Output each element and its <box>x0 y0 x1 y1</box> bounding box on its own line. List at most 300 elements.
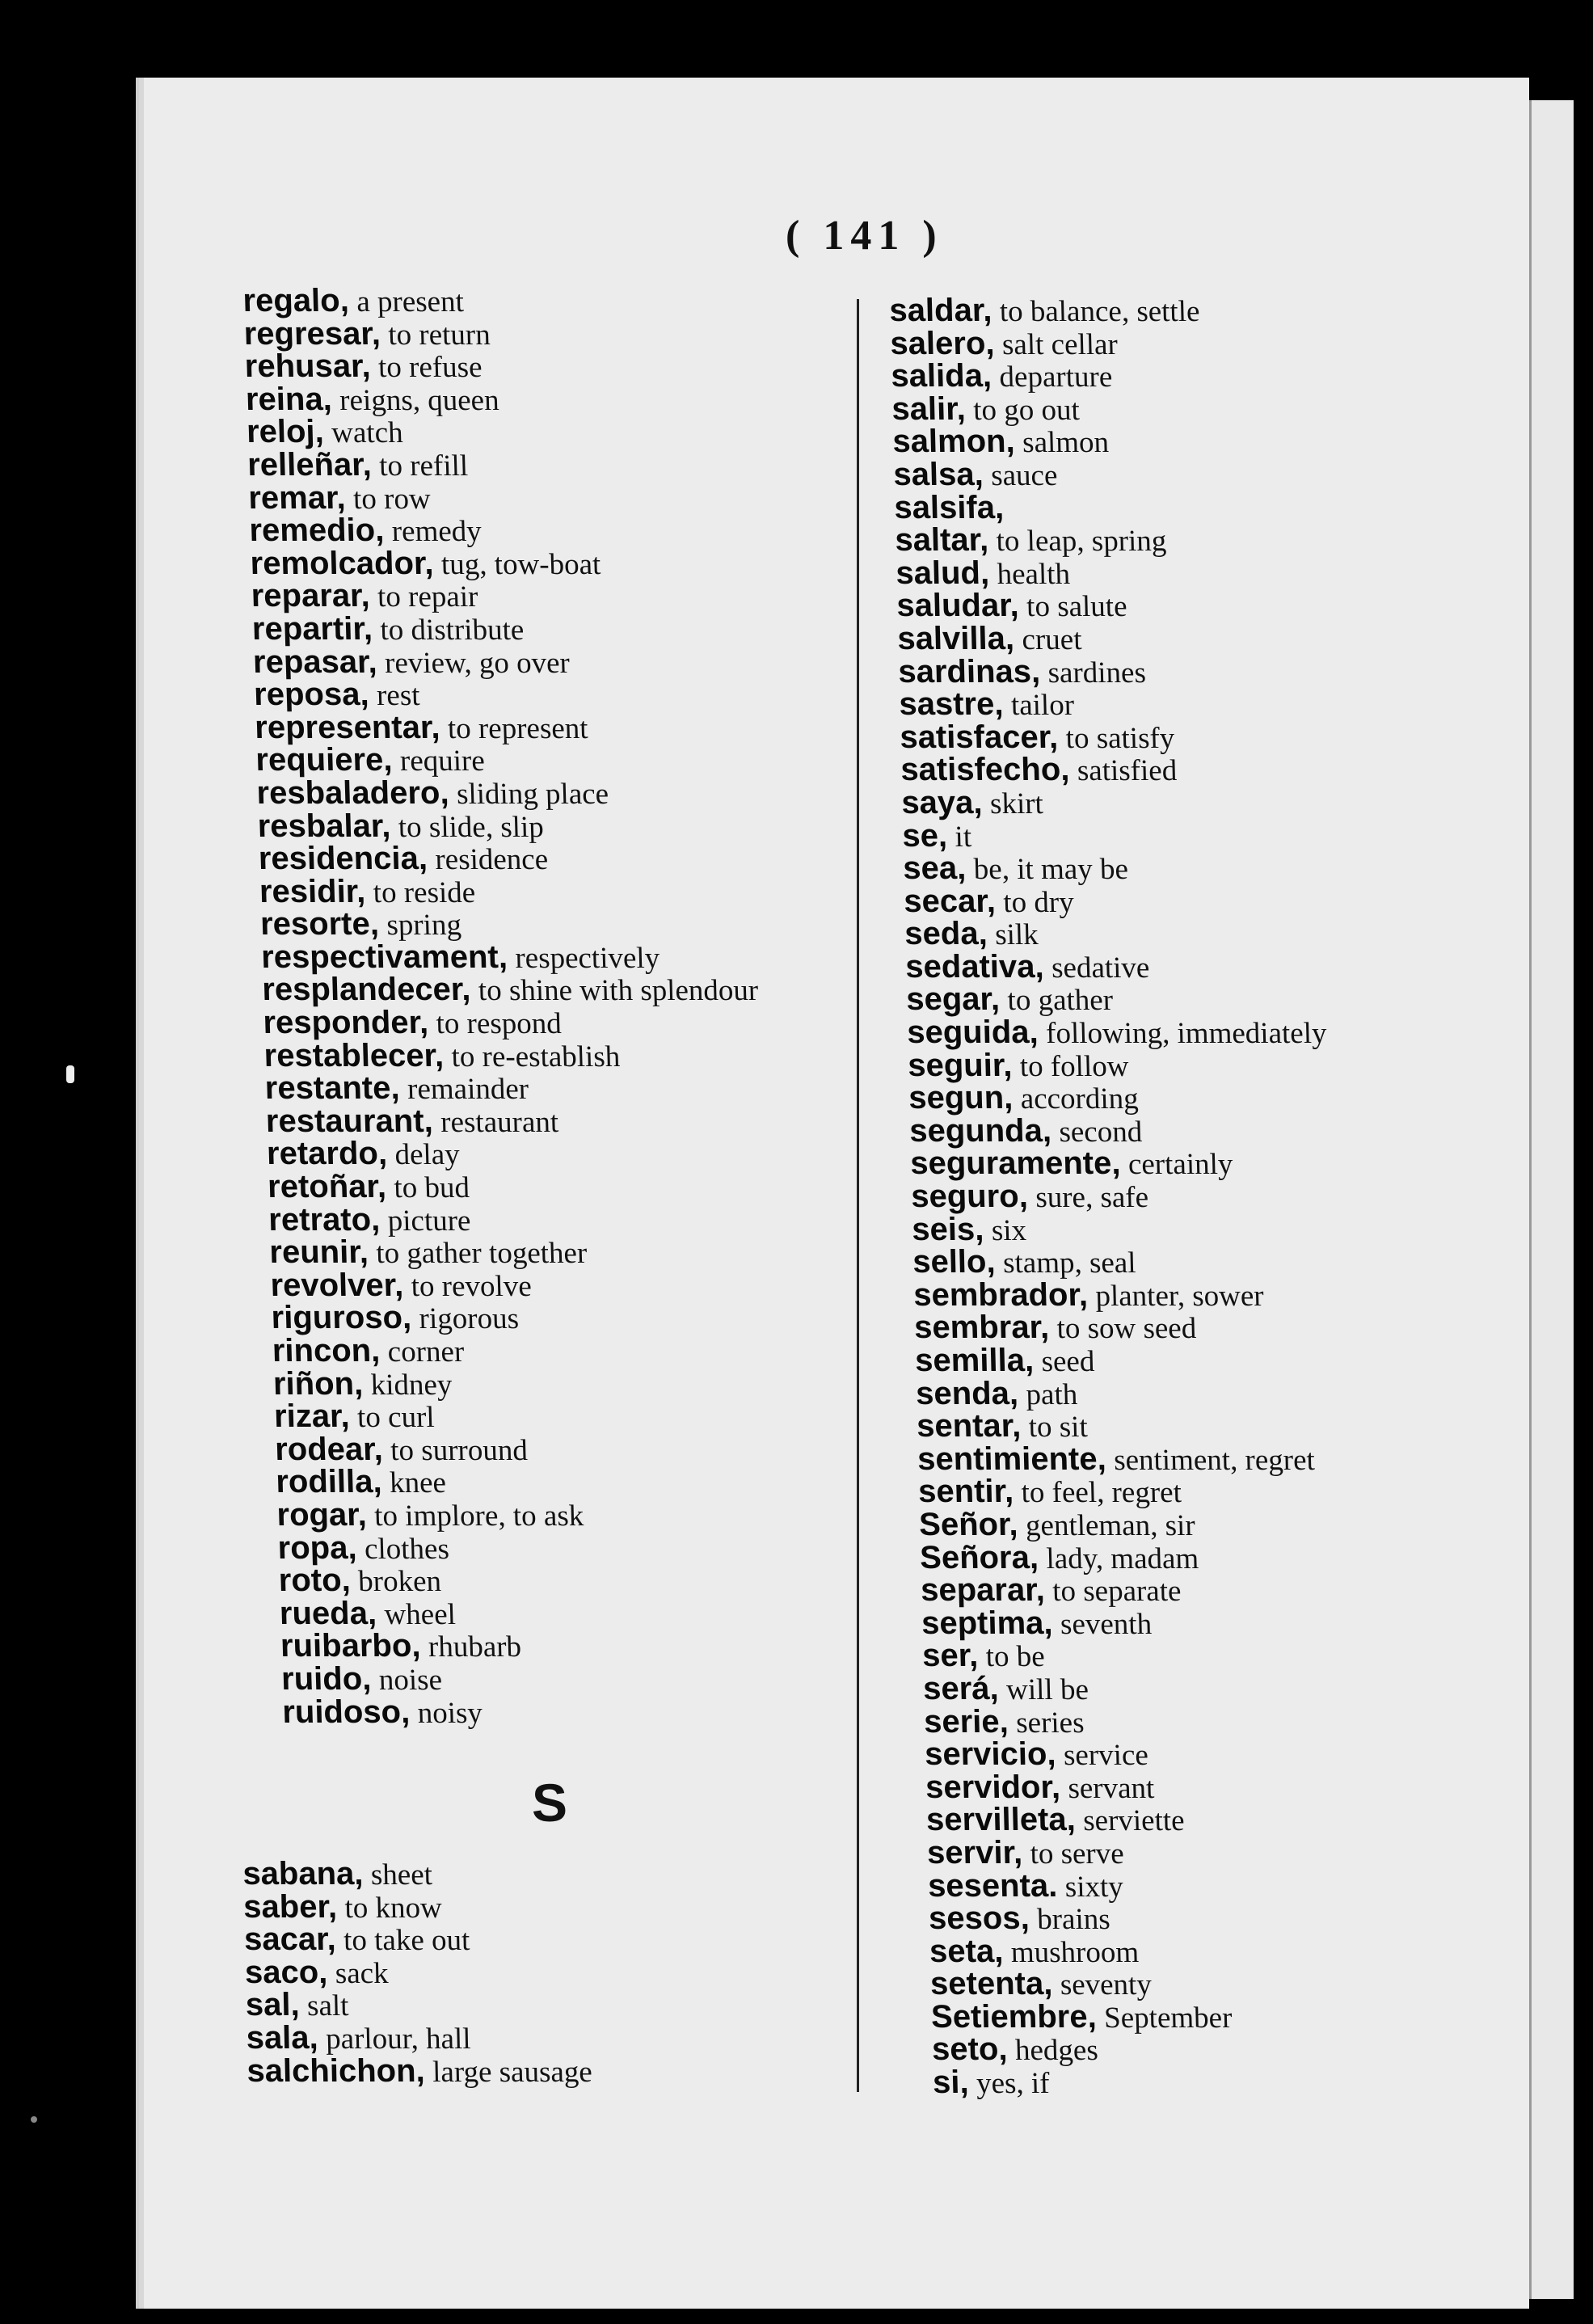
dictionary-entry <box>270 1269 767 1302</box>
definition: to return <box>387 318 491 352</box>
headword: residir, <box>259 873 366 909</box>
definition: to gather together <box>375 1237 588 1271</box>
headword: saber, <box>242 1888 338 1925</box>
definition: sixty <box>1064 1870 1124 1904</box>
dictionary-entry <box>263 1006 760 1040</box>
definition: kidney <box>370 1368 453 1402</box>
headword: saco, <box>244 1954 328 1990</box>
dictionary-entry <box>921 1574 1341 1607</box>
definition: to refill <box>378 449 469 483</box>
definition: mushroom <box>1010 1935 1140 1969</box>
dictionary-entry <box>917 1410 1337 1443</box>
dictionary-entry <box>242 285 740 318</box>
dictionary-entry <box>915 1344 1335 1377</box>
headword: revolver, <box>269 1267 404 1303</box>
dictionary-entry <box>911 1180 1331 1213</box>
definition: to revolve <box>411 1269 533 1303</box>
dictionary-entry <box>912 1276 1334 1313</box>
definition: certainly <box>1127 1148 1233 1182</box>
definition: health <box>997 557 1071 591</box>
headword: salir, <box>891 390 967 427</box>
dictionary-entry <box>255 744 752 777</box>
definition: to reside <box>373 875 476 909</box>
headword: restaurant, <box>265 1103 434 1139</box>
definition: to refuse <box>377 351 483 385</box>
headword: rehusar, <box>244 348 372 385</box>
dictionary-entry <box>906 983 1326 1016</box>
headword: reina, <box>245 381 333 417</box>
definition: require <box>399 744 486 778</box>
definition: to leap, spring <box>996 525 1167 559</box>
dictionary-entry <box>264 1072 761 1105</box>
dictionary-entry <box>897 653 1318 690</box>
headword: repartir, <box>251 610 373 647</box>
dictionary-entry <box>897 622 1317 656</box>
definition: service <box>1063 1739 1149 1773</box>
headword: saldar, <box>888 293 992 328</box>
headword: responder, <box>262 1005 429 1041</box>
dictionary-entry <box>255 774 753 811</box>
dictionary-entry <box>249 514 746 547</box>
dictionary-entry <box>933 2066 1353 2099</box>
definition: delay <box>394 1138 461 1172</box>
dictionary-entry <box>919 1508 1339 1542</box>
headword: sabana, <box>242 1856 364 1892</box>
scan-speck <box>66 1065 74 1083</box>
headword: rincon, <box>272 1333 381 1369</box>
dictionary-entry <box>921 1607 1342 1640</box>
definition: to distribute <box>379 613 525 647</box>
definition: salt cellar <box>1001 327 1119 361</box>
definition: sliding place <box>456 777 609 811</box>
scan-dot <box>31 2116 37 2123</box>
dictionary-entry <box>894 491 1314 525</box>
headword: salero, <box>889 325 995 361</box>
definition: gentleman, sir <box>1025 1508 1196 1542</box>
dictionary-entry <box>930 1998 1351 2035</box>
definition: to follow <box>1019 1049 1129 1083</box>
dictionary-entry <box>254 678 751 711</box>
headword: sesos, <box>928 1900 1030 1937</box>
headword: sacar, <box>243 1921 337 1958</box>
headword: será, <box>922 1670 1000 1706</box>
headword: sardinas, <box>897 653 1041 690</box>
headword: satisfecho, <box>900 752 1070 788</box>
dictionary-entry <box>900 753 1321 787</box>
definition: to respond <box>435 1007 563 1041</box>
definition: planter, sower <box>1094 1279 1265 1313</box>
dictionary-entry <box>265 1105 762 1138</box>
dictionary-entry <box>244 350 741 383</box>
definition: noisy <box>417 1696 483 1730</box>
definition: wheel <box>383 1597 457 1631</box>
headword: sastre, <box>898 686 1004 723</box>
definition: to be <box>985 1640 1046 1674</box>
dictionary-entry <box>926 1834 1347 1871</box>
headword: reposa, <box>253 677 370 713</box>
dictionary-entry <box>276 1466 773 1499</box>
definition: to represent <box>447 711 589 745</box>
definition: tug, tow-boat <box>440 547 601 581</box>
headword: ropa, <box>277 1529 358 1566</box>
dictionary-entry <box>893 458 1313 491</box>
dictionary-entry <box>900 721 1320 754</box>
definition: stamp, seal <box>1002 1246 1136 1280</box>
definition: to satisfy <box>1065 721 1175 755</box>
definition: restaurant <box>440 1105 559 1139</box>
dictionary-entry <box>257 810 754 843</box>
headword: sea, <box>902 850 967 887</box>
definition: a present <box>356 285 465 318</box>
dictionary-entry <box>899 688 1319 721</box>
definition: to implore, to ask <box>373 1499 584 1533</box>
definition: to bud <box>393 1171 470 1205</box>
definition: to surround <box>390 1433 529 1467</box>
headword: servidor, <box>925 1769 1061 1805</box>
headword: servilleta, <box>925 1802 1077 1838</box>
dictionary-entry <box>926 1803 1346 1837</box>
column-divider <box>857 299 859 2092</box>
headword: sentimiente, <box>917 1440 1107 1477</box>
definition: to sow seed <box>1056 1312 1197 1346</box>
dictionary-entry <box>929 1902 1349 1935</box>
definition: review, go over <box>384 646 571 680</box>
definition: to slide, slip <box>398 810 545 844</box>
page-number: ( 141 ) <box>786 213 943 259</box>
definition: path <box>1025 1377 1078 1411</box>
dictionary-entry <box>891 360 1311 393</box>
definition: to dry <box>1002 885 1075 919</box>
dictionary-entry <box>923 1703 1344 1740</box>
definition: to separate <box>1051 1575 1182 1609</box>
definition: to repair <box>377 580 478 614</box>
dictionary-entry <box>242 1888 589 1925</box>
headword: remedio, <box>248 512 385 549</box>
headword: segar, <box>905 981 1001 1018</box>
headword: salsifa, <box>893 489 1005 525</box>
dictionary-entry <box>272 1335 769 1368</box>
headword: regalo, <box>242 283 350 318</box>
dictionary-entry <box>923 1672 1343 1706</box>
definition: watch <box>331 416 404 450</box>
headword: restablecer, <box>263 1037 445 1073</box>
headword: ser, <box>921 1638 979 1674</box>
definition: sauce <box>990 458 1058 492</box>
headword: separar, <box>920 1572 1046 1609</box>
definition: sack <box>335 1956 389 1990</box>
definition: sedative <box>1051 951 1150 985</box>
dictionary-entry <box>247 446 744 483</box>
headword: seta, <box>929 1933 1004 1969</box>
dictionary-entry <box>279 1597 776 1630</box>
definition: clothes <box>364 1532 450 1566</box>
dictionary-entry <box>262 973 759 1006</box>
headword: setenta, <box>929 1966 1053 2002</box>
headword: restante, <box>264 1070 401 1107</box>
definition: cruet <box>1022 622 1082 656</box>
definition: corner <box>387 1335 465 1369</box>
headword: reunir, <box>268 1234 369 1271</box>
headword: se, <box>901 817 948 854</box>
headword: resorte, <box>259 906 380 943</box>
dictionary-entry <box>281 1693 779 1730</box>
dictionary-entry <box>896 589 1317 622</box>
headword: ruibarbo, <box>280 1628 422 1664</box>
dictionary-entry <box>245 1956 591 1989</box>
definition: tailor <box>1010 689 1075 723</box>
dictionary-entry <box>280 1660 778 1697</box>
definition: yes, if <box>976 2067 1051 2101</box>
headword: rizar, <box>273 1398 351 1435</box>
headword: reloj, <box>246 414 325 450</box>
headword: senda, <box>915 1375 1019 1411</box>
headword: ruidoso, <box>281 1693 411 1730</box>
definition: sentiment, regret <box>1113 1443 1316 1477</box>
dictionary-entry <box>919 1539 1340 1575</box>
dictionary-entry <box>889 294 1309 327</box>
dictionary-entry <box>912 1246 1333 1279</box>
headword: saludar, <box>896 588 1020 624</box>
dictionary-entry <box>895 524 1315 557</box>
dictionary-entry <box>251 580 748 613</box>
next-page-edge <box>1529 100 1574 2299</box>
definition: broken <box>357 1565 442 1599</box>
dictionary-entry <box>896 557 1316 590</box>
definition: departure <box>999 361 1113 394</box>
headword: sello, <box>912 1244 997 1280</box>
headword: retardo, <box>266 1136 388 1172</box>
headword: remolcador, <box>250 545 435 581</box>
headword: rogar, <box>276 1496 368 1533</box>
definition: be, it may be <box>973 853 1129 887</box>
headword: sentir, <box>917 1474 1014 1510</box>
dictionary-entry <box>247 479 745 516</box>
definition: to row <box>352 482 432 516</box>
dictionary-entry <box>269 1236 766 1269</box>
headword: sedativa, <box>904 948 1045 985</box>
dictionary-entry <box>252 643 749 680</box>
definition: to go out <box>972 393 1081 427</box>
headword: salida, <box>890 358 992 394</box>
headword: sesenta. <box>927 1867 1058 1904</box>
definition: remedy <box>391 515 483 549</box>
headword: sala, <box>246 2019 319 2056</box>
dictionary-entry <box>904 885 1324 918</box>
dictionary-entry <box>271 1301 768 1335</box>
dictionary-entry <box>900 784 1321 820</box>
headword: sembrar, <box>913 1310 1050 1346</box>
dictionary-entry <box>242 1858 588 1891</box>
headword: salchichon, <box>247 2052 426 2089</box>
dictionary-entry <box>929 1935 1350 1968</box>
headword: riñon, <box>272 1365 364 1402</box>
dictionary-entry <box>914 1311 1334 1344</box>
dictionary-entry <box>263 1037 761 1073</box>
definition: parlour, hall <box>325 2022 471 2056</box>
definition: seventh <box>1060 1607 1153 1641</box>
headword: Señora, <box>919 1539 1039 1575</box>
right-column <box>889 294 1353 2099</box>
dictionary-entry <box>247 415 744 449</box>
headword: retoñar, <box>267 1169 387 1205</box>
definition: to re-establish <box>450 1040 621 1073</box>
headword: segunda, <box>908 1112 1052 1149</box>
headword: sentar, <box>916 1408 1022 1445</box>
definition: will be <box>1005 1672 1089 1706</box>
definition: salt <box>306 1989 349 2023</box>
definition: servant <box>1067 1771 1155 1805</box>
headword: resbalar, <box>257 808 391 844</box>
section-letter: S <box>532 1773 568 1833</box>
headword: seis, <box>911 1211 984 1247</box>
headword: segun, <box>908 1080 1014 1116</box>
definition: according <box>1020 1082 1140 1116</box>
headword: servir, <box>926 1834 1023 1871</box>
headword: serie, <box>923 1703 1009 1740</box>
headword: relleñar, <box>247 446 373 483</box>
definition: noise <box>378 1663 443 1697</box>
dictionary-entry <box>932 2033 1352 2066</box>
dictionary-entry <box>901 817 1322 854</box>
dictionary-entry <box>255 711 752 744</box>
headword: semilla, <box>914 1343 1035 1378</box>
definition: to serve <box>1030 1837 1125 1871</box>
dictionary-entry <box>247 2052 593 2089</box>
headword: secar, <box>903 883 997 919</box>
headword: salvilla, <box>896 620 1015 656</box>
dictionary-entry <box>244 1923 590 1956</box>
definition: sure, safe <box>1035 1181 1149 1215</box>
headword: resbaladero, <box>255 774 450 811</box>
headword: reparar, <box>251 578 371 614</box>
definition: satisfied <box>1077 754 1178 788</box>
dictionary-entry <box>890 327 1310 361</box>
dictionary-entry <box>910 1147 1330 1180</box>
headword: rodilla, <box>275 1464 383 1500</box>
headword: sembrador, <box>912 1276 1089 1313</box>
definition: it <box>955 820 972 854</box>
dictionary-entry <box>922 1639 1342 1672</box>
left-column-s-section <box>242 1858 592 2087</box>
dictionary-entry <box>260 908 757 941</box>
definition: to shine with splendour <box>478 974 759 1008</box>
dictionary-entry <box>268 1201 765 1238</box>
dictionary-entry <box>243 315 740 352</box>
dictionary-entry <box>908 1082 1329 1115</box>
definition: residence <box>434 843 549 877</box>
dictionary-entry <box>925 1738 1345 1771</box>
definition: large sausage <box>432 2055 593 2089</box>
definition: lady, madam <box>1045 1542 1199 1575</box>
headword: rueda, <box>279 1595 377 1631</box>
headword: salsa, <box>892 456 984 492</box>
dictionary-entry <box>277 1529 774 1566</box>
definition: to sit <box>1028 1411 1089 1445</box>
headword: saya, <box>900 784 984 820</box>
dictionary-entry <box>260 938 758 975</box>
dictionary-entry <box>245 1989 591 2022</box>
headword: retrato, <box>268 1201 381 1238</box>
definition: to take out <box>343 1924 470 1958</box>
dictionary-entry <box>912 1213 1332 1246</box>
dictionary-entry <box>908 1049 1328 1082</box>
dictionary-entry <box>245 383 742 416</box>
headword: salud, <box>895 555 990 591</box>
definition: respectively <box>514 941 660 975</box>
definition: seventy <box>1060 1968 1153 2002</box>
definition: to feel, regret <box>1021 1476 1182 1510</box>
headword: si, <box>932 2065 970 2101</box>
definition: sardines <box>1047 656 1147 690</box>
definition: second <box>1058 1115 1143 1149</box>
dictionary-entry <box>918 1475 1338 1508</box>
headword: remar, <box>247 479 347 516</box>
dictionary-entry <box>930 1968 1351 2001</box>
dictionary-entry <box>272 1365 769 1402</box>
definition: brains <box>1036 1903 1111 1937</box>
dictionary-entry <box>892 425 1313 458</box>
headword: seda, <box>904 916 988 952</box>
definition: skirt <box>989 787 1044 820</box>
definition: to gather <box>1007 984 1114 1018</box>
dictionary-entry <box>907 1016 1327 1049</box>
dictionary-entry <box>259 875 756 909</box>
definition: reigns, queen <box>339 383 500 417</box>
definition: to know <box>344 1891 443 1925</box>
dictionary-entry <box>904 948 1325 985</box>
dictionary-entry <box>904 917 1325 951</box>
headword: Señor, <box>918 1506 1018 1542</box>
dictionary-entry <box>258 842 755 875</box>
dictionary-entry <box>276 1496 773 1533</box>
dictionary-entry <box>280 1630 777 1663</box>
headword: representar, <box>254 709 440 745</box>
definition: to salute <box>1026 590 1128 624</box>
headword: seguramente, <box>909 1145 1121 1182</box>
definition: hedges <box>1014 2034 1099 2068</box>
headword: requiere, <box>255 742 394 778</box>
definition: spring <box>386 909 462 943</box>
headword: seguro, <box>910 1179 1029 1215</box>
definition: sheet <box>370 1858 433 1892</box>
headword: satisfacer, <box>899 719 1059 755</box>
definition: picture <box>387 1204 471 1238</box>
headword: sal, <box>245 1987 300 2023</box>
dictionary-entry <box>916 1377 1336 1411</box>
dictionary-entry <box>891 390 1312 427</box>
dictionary-entry <box>925 1771 1346 1804</box>
headword: seguida, <box>906 1014 1039 1051</box>
definition: rest <box>376 679 421 713</box>
definition: rigorous <box>419 1302 520 1336</box>
headword: resplandecer, <box>261 972 471 1008</box>
dictionary-entry <box>908 1112 1330 1149</box>
headword: riguroso, <box>271 1300 412 1336</box>
headword: respectivament, <box>260 938 508 975</box>
dictionary-entry <box>246 2019 592 2056</box>
definition: following, immediately <box>1045 1017 1327 1051</box>
definition: series <box>1015 1706 1085 1740</box>
headword: repasar, <box>252 643 378 680</box>
definition: serviette <box>1082 1804 1186 1838</box>
definition: remainder <box>407 1073 529 1107</box>
dictionary-entry <box>275 1433 772 1466</box>
definition: six <box>991 1213 1027 1247</box>
dictionary-entry <box>927 1867 1348 1904</box>
headword: saltar, <box>894 522 989 559</box>
dictionary-entry <box>266 1137 763 1170</box>
left-column <box>242 285 779 1728</box>
